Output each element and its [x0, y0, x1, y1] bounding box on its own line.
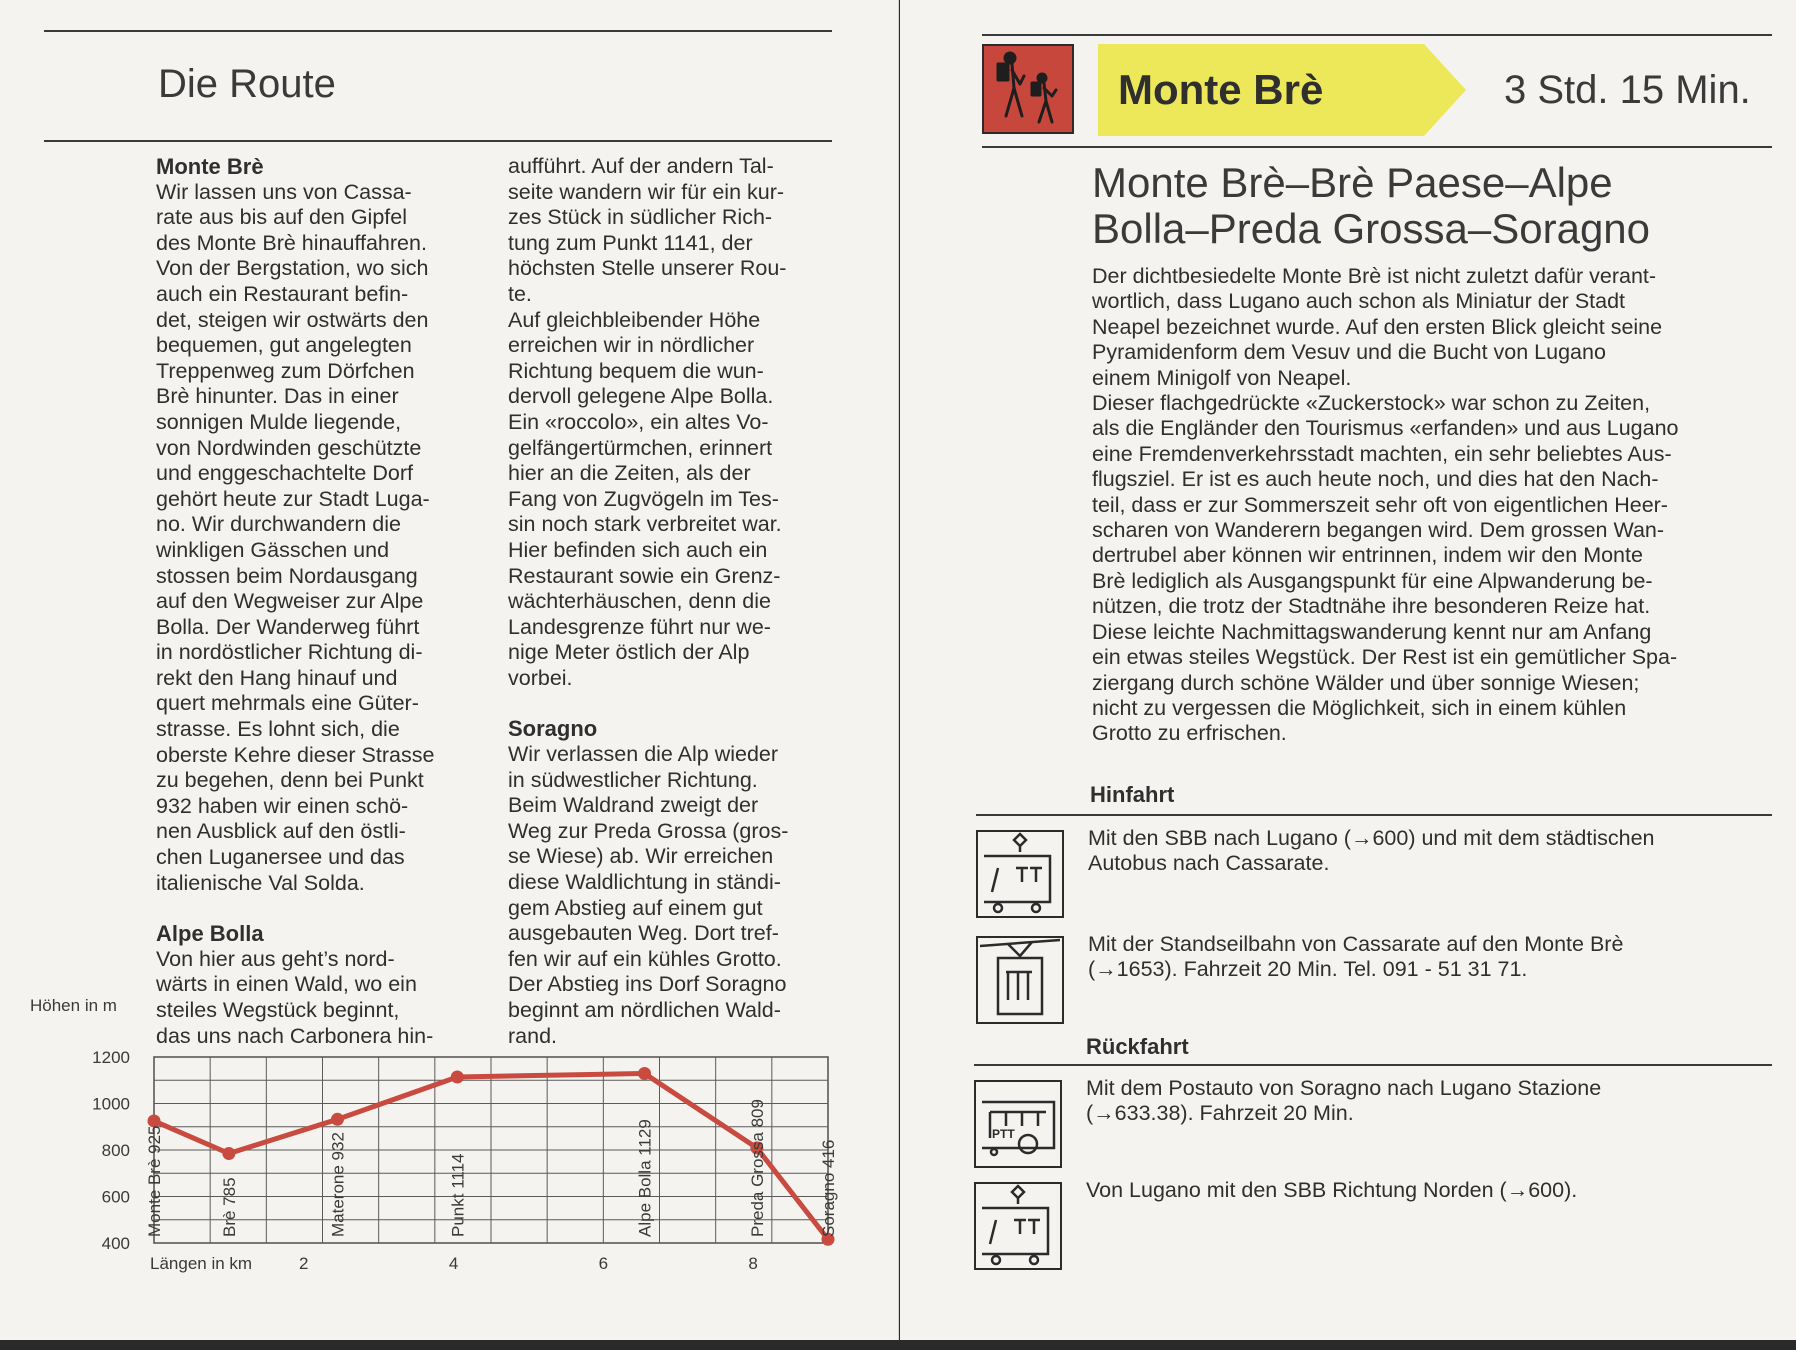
text-line: Neapel bezeichnet wurde. Auf den ersten Blick gleicht seine	[1092, 314, 1663, 339]
text-line: Hier befinden sich auch ein	[508, 537, 768, 562]
text-line: fen wir auf ein kühles Grotto.	[508, 946, 782, 971]
text-column-2	[508, 154, 848, 1049]
right-top-rule	[982, 34, 1772, 36]
text-line: Auf gleichbleibender Höhe	[508, 307, 761, 332]
top-rule	[44, 30, 832, 32]
paragraph	[156, 180, 496, 897]
text-line: flugsziel. Er ist es auch heute noch, und dies hat den Nach-	[1092, 467, 1659, 492]
title-rule	[44, 140, 832, 142]
route-heading	[1092, 160, 1772, 252]
y-axis-label: Höhen in m	[30, 996, 117, 1015]
banner-title: Monte Brè	[1118, 66, 1324, 113]
text-line: hier an die Zeiten, als der	[508, 461, 751, 486]
rueckfahrt-rule	[974, 1064, 1772, 1066]
elevation-point-label: Monte Brè 925	[145, 1125, 164, 1237]
train-icon	[976, 830, 1064, 918]
section-heading-soragno: Soragno	[508, 716, 598, 742]
banner-rule	[982, 146, 1772, 148]
text-line: Wir verlassen die Alp wieder	[508, 742, 779, 767]
ptt-label: PTT	[992, 1127, 1015, 1141]
text-line: Autobus nach Cassarate.	[1088, 851, 1330, 876]
text-line: Richtung bequem die wun-	[508, 358, 764, 383]
text-line: diese Waldlichtung in ständi-	[508, 870, 781, 895]
text-line: zu begehen, denn bei Punkt	[156, 768, 424, 793]
text-line: Weg zur Preda Grossa (gros-	[508, 818, 789, 843]
text-line: Pyramidenform dem Vesuv und die Bucht von Lugano	[1092, 340, 1606, 365]
text-line: Von der Bergstation, wo sich	[156, 256, 429, 281]
text-column-1	[156, 154, 496, 1049]
elevation-point-label: Alpe Bolla 1129	[635, 1119, 655, 1237]
x-tick-label: 4	[448, 1254, 459, 1273]
text-line: auf den Wegweiser zur Alpe	[156, 589, 424, 614]
text-line: Dieser flachgedrückte «Zuckerstock» war schon zu Zeiten,	[1092, 391, 1651, 416]
text-line: in nordöstlicher Richtung di-	[156, 640, 423, 665]
paragraph	[1092, 264, 1782, 747]
text-line: in südwestlicher Richtung.	[508, 767, 758, 792]
x-tick-label: 2	[299, 1254, 309, 1273]
text-line: zes Stück in südlicher Rich-	[508, 205, 773, 230]
elevation-profile-chart	[0, 995, 898, 1285]
text-line: Mit der Standseilbahn von Cassarate auf den Monte Brè	[1088, 932, 1624, 956]
elevation-point	[222, 1147, 235, 1160]
elevation-point-label: Brè 785	[219, 1177, 239, 1237]
text-line: tung zum Punkt 1141, der	[508, 230, 753, 255]
text-line: Bolla. Der Wanderweg führt	[156, 614, 420, 639]
text-line: wächterhäuschen, denn die	[508, 589, 771, 614]
text-line: wärts in einen Wald, wo ein	[156, 972, 417, 997]
rueckfahrt-heading: Rückfahrt	[1086, 1034, 1189, 1059]
hiker-badge	[982, 44, 1074, 134]
text-line: erreichen wir in nördlicher	[508, 333, 755, 358]
text-line: gehört heute zur Stadt Luga-	[156, 486, 430, 511]
page-title: Die Route	[158, 62, 336, 106]
hinfahrt-train-text	[1088, 826, 1778, 877]
text-line: sin noch stark verbreitet war.	[508, 512, 782, 537]
hinfahrt-rule	[976, 814, 1772, 816]
text-line: beginnt am nördlichen Wald-	[508, 998, 781, 1022]
elevation-point-label: Preda Grossa 809	[747, 1099, 767, 1237]
text-line: Wir lassen uns von Cassa-	[156, 179, 412, 204]
chart-grid	[154, 1057, 828, 1243]
text-line: Mit dem Postauto von Soragno nach Lugano Stazione	[1086, 1076, 1602, 1100]
text-line: ziergang durch schöne Wälder und über sonnige Wiesen;	[1092, 670, 1640, 695]
elevation-point	[331, 1113, 344, 1126]
text-line: nicht zu vergessen die Möglichkeit, sich in einem kühlen	[1092, 695, 1627, 720]
text-line: höchsten Stelle unserer Rou-	[508, 256, 787, 281]
text-line: se Wiese) ab. Wir erreichen	[508, 844, 774, 869]
text-line: des Monte Brè hinauffahren.	[156, 230, 427, 255]
hinfahrt-heading: Hinfahrt	[1090, 782, 1175, 807]
elevation-point	[638, 1067, 651, 1080]
text-line: bequemen, gut angelegten	[156, 333, 412, 358]
section-heading-alpe-bolla: Alpe Bolla	[156, 921, 264, 947]
text-line: nützen, die trotz der Stadtnähe ihre besonderen Reize hat.	[1092, 594, 1651, 619]
text-line: seite wandern wir für ein kur-	[508, 179, 785, 204]
y-tick-label: 800	[101, 1141, 130, 1160]
funicular-icon	[976, 936, 1064, 1024]
elevation-point-label: Soragno 416	[819, 1139, 838, 1237]
elevation-point-label: Punkt 1114	[448, 1153, 468, 1237]
y-ticks	[92, 1048, 130, 1253]
text-line: Der Abstieg ins Dorf Soragno	[508, 972, 787, 997]
text-line: von Nordwinden geschützte	[156, 435, 422, 460]
text-line: Mit den SBB nach Lugano (→600) und mit dem städtischen	[1088, 826, 1655, 850]
x-tick-label: 8	[748, 1254, 758, 1273]
text-line: das uns nach Carbonera hin-	[156, 1023, 434, 1048]
text-line: nen Ausblick auf den östli-	[156, 819, 406, 844]
text-line: strasse. Es lohnt sich, die	[156, 717, 400, 742]
intro-text	[1092, 264, 1782, 747]
text-line: Der dichtbesiedelte Monte Brè ist nicht zuletzt dafür verant-	[1092, 264, 1657, 288]
text-line: einem Minigolf von Neapel.	[1092, 365, 1352, 390]
text-line: te.	[508, 281, 532, 306]
postbus-icon	[974, 1080, 1062, 1168]
text-line: rand.	[508, 1023, 558, 1048]
text-line: als die Engländer den Tourismus «erfanden» und aus Lugano	[1092, 416, 1679, 441]
hikers-icon	[984, 46, 1072, 132]
text-line: vorbei.	[508, 665, 573, 690]
text-line: dervoll gelegene Alpe Bolla.	[508, 384, 774, 409]
text-line: winkligen Gässchen und	[156, 537, 390, 562]
section-heading-monte-bre: Monte Brè	[156, 154, 264, 179]
elevation-point	[451, 1070, 464, 1083]
text-line: Von hier aus geht’s nord-	[156, 946, 395, 971]
y-tick-label: 1200	[92, 1048, 130, 1067]
text-line: Brè hinunter. Das in einer	[156, 384, 399, 409]
text-line: 932 haben wir einen schö-	[156, 793, 409, 818]
x-ticks	[299, 1254, 758, 1273]
text-line: rate aus bis auf den Gipfel	[156, 205, 407, 230]
text-line: ein etwas steiles Wegstück. Der Rest ist ein gemütlicher Spa-	[1092, 645, 1678, 670]
text-line: Grotto zu erfrischen.	[1092, 721, 1287, 746]
text-line: aufführt. Auf der andern Tal-	[508, 154, 774, 178]
text-line: auch ein Restaurant befin-	[156, 281, 409, 306]
text-line: Fang von Zugvögeln im Tes-	[508, 486, 779, 511]
text-line: eine Fremdenverkehrsstadt machten, ein sehr beliebtes Aus-	[1092, 441, 1672, 466]
text-line: und enggeschachtelte Dorf	[156, 461, 413, 486]
text-line: wortlich, dass Lugano auch schon als Miniatur der Stadt	[1092, 289, 1626, 314]
y-tick-label: 400	[101, 1234, 130, 1253]
text-line: sonnigen Mulde liegende,	[156, 409, 402, 434]
paragraph	[508, 154, 848, 691]
elevation-point-label: Materone 932	[328, 1132, 348, 1237]
text-line: Restaurant sowie ein Grenz-	[508, 563, 781, 588]
text-line: Ein «roccolo», ein altes Vo-	[508, 409, 769, 434]
text-line: stossen beim Nordausgang	[156, 563, 418, 588]
text-line: Beim Waldrand zweigt der	[508, 793, 759, 818]
text-line: Landesgrenze führt nur we-	[508, 614, 771, 639]
text-line: chen Luganersee und das	[156, 845, 405, 870]
text-line: italienische Val Solda.	[156, 870, 365, 895]
text-line: steiles Wegstück beginnt,	[156, 998, 400, 1022]
rueckfahrt-postbus-text	[1086, 1076, 1776, 1127]
hike-duration: 3 Std. 15 Min.	[1504, 68, 1751, 112]
text-line: nige Meter östlich der Alp	[508, 640, 750, 665]
text-line: no. Wir durchwandern die	[156, 512, 401, 537]
text-line: gelfängertürmchen, erinnert	[508, 435, 773, 460]
route-line-1: Monte Brè–Brè Paese–Alpe	[1092, 159, 1613, 206]
rueckfahrt-train-text	[1086, 1178, 1776, 1203]
route-line-2: Bolla–Preda Grossa–Soragno	[1092, 205, 1651, 252]
text-line: oberste Kehre dieser Strasse	[156, 742, 435, 767]
text-line: Diese leichte Nachmittagswanderung kennt nur am Anfang	[1092, 619, 1652, 644]
text-line: det, steigen wir ostwärts den	[156, 307, 429, 332]
text-line: Brè lediglich als Ausgangspunkt für eine Alpwanderung be-	[1092, 568, 1653, 593]
text-line: Von Lugano mit den SBB Richtung Norden (→600).	[1086, 1178, 1578, 1202]
hinfahrt-funicular-text	[1088, 932, 1778, 983]
text-line: Treppenweg zum Dörfchen	[156, 358, 415, 383]
y-tick-label: 1000	[92, 1094, 130, 1114]
text-line: quert mehrmals eine Güter-	[156, 691, 419, 716]
train-icon	[974, 1182, 1062, 1270]
text-line: rekt den Hang hinauf und	[156, 665, 398, 690]
text-line: gem Abstieg auf einem gut	[508, 895, 763, 920]
text-line: (→633.38). Fahrzeit 20 Min.	[1086, 1101, 1354, 1126]
x-tick-label: 6	[598, 1254, 609, 1273]
y-tick-label: 600	[101, 1187, 130, 1207]
x-axis-label: Längen in km	[150, 1254, 253, 1273]
text-line: dertrubel aber können wir entrinnen, indem wir den Monte	[1092, 543, 1643, 568]
text-line: scharen von Wanderern begangen wird. Dem grossen Wan-	[1092, 518, 1665, 543]
text-line: teil, dass er zur Sommerszeit sehr oft von eigentlichen Heer-	[1092, 492, 1668, 517]
text-line: ausgebauten Weg. Dort tref-	[508, 921, 779, 946]
text-line: (→1653). Fahrzeit 20 Min. Tel. 091 - 51 31 71.	[1088, 957, 1528, 982]
